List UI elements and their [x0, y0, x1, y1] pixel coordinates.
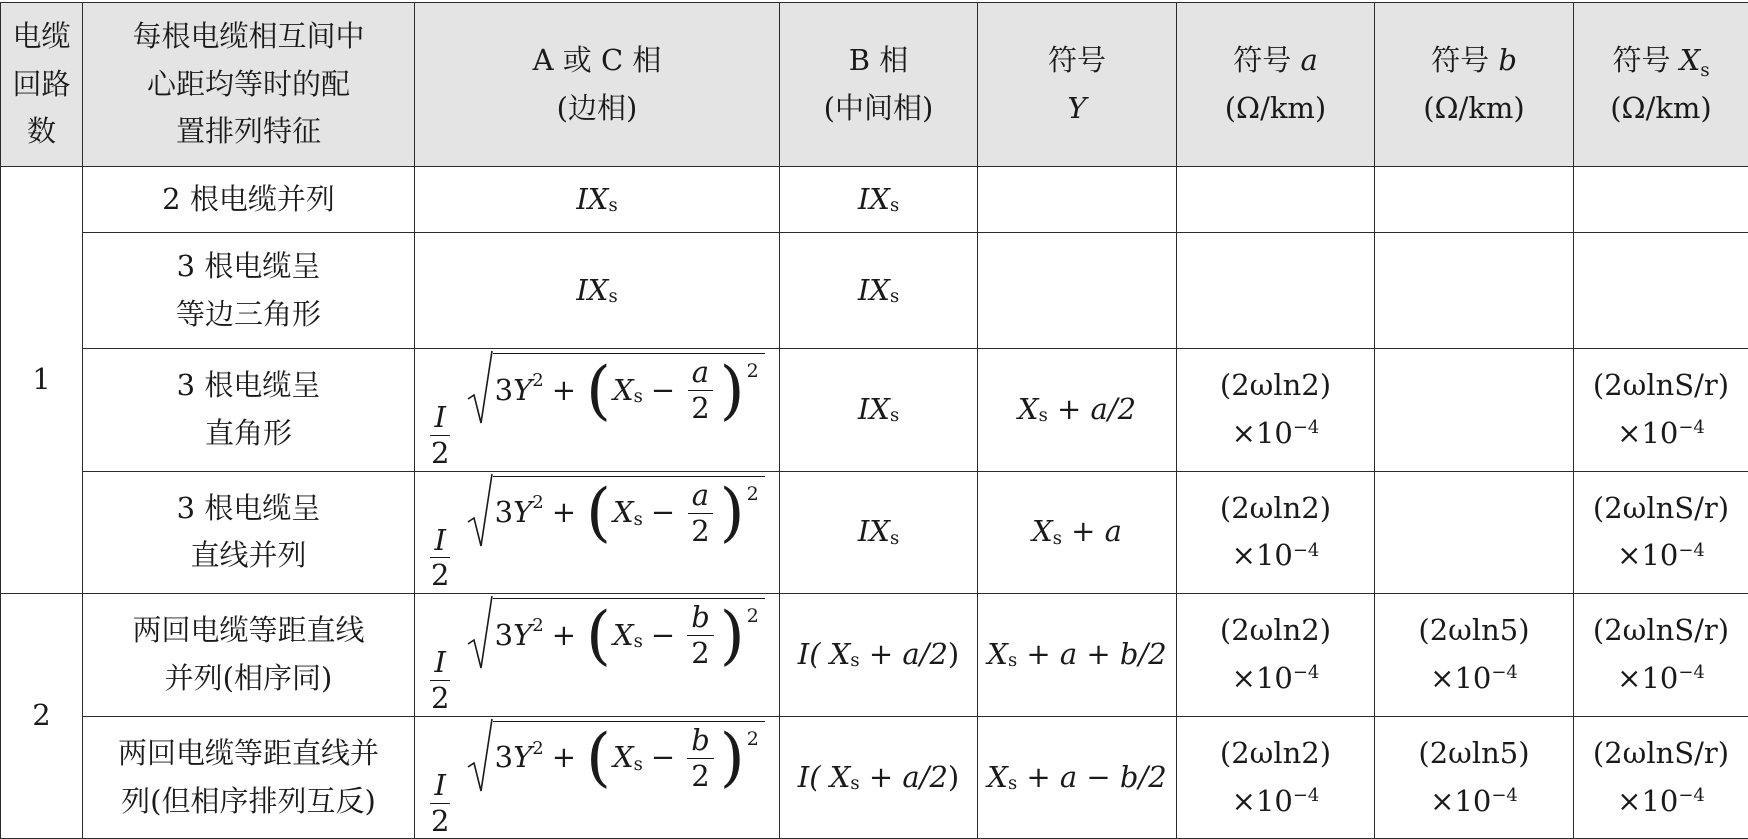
radical-sign-icon — [467, 594, 493, 672]
table-row — [1, 471, 1748, 594]
header-symbol-a — [1177, 3, 1375, 167]
phase-b-cell — [780, 349, 978, 472]
sqrt-formula-a: $\frac{I}{2}$ 3 Y 2 + ( X s − $\frac{a}{2}$ ) 2 — [415, 349, 779, 471]
header-row — [1, 3, 1748, 167]
symbol-xs-cell — [1574, 167, 1748, 233]
header-symbol-a-letter: a — [1300, 43, 1317, 77]
header-symbol-y — [978, 3, 1177, 167]
header-phase-b-line1: B 相 — [780, 37, 977, 85]
header-symbol-a-unit: (Ω/km) — [1177, 85, 1374, 133]
phase-b-cell — [780, 471, 978, 594]
symbol-xs-cell: (2ωlnS/r) $\times 10^{-4}$ — [1574, 349, 1748, 472]
header-symbol-y-line1: 符号 — [978, 37, 1176, 85]
header-symbol-xs-line1: 符号 $X_s$ — [1574, 37, 1748, 85]
symbol-a-cell: (2ωln2) $\times 10^{-4}$ — [1177, 349, 1375, 472]
symbol-b-cell — [1375, 233, 1574, 349]
header-symbol-xs — [1574, 3, 1748, 167]
header-arrangement-line1: 每根电缆相互间中 — [83, 13, 414, 61]
symbol-a-cell — [1177, 167, 1375, 233]
arrangement-cell: 3 根电缆呈 直线并列 — [83, 471, 415, 594]
symbol-b-cell: (2ωln5) $\times 10^{-4}$ — [1375, 716, 1574, 839]
ix-s-formula: IX s — [576, 176, 617, 224]
header-symbol-b-letter: b — [1498, 43, 1517, 77]
phase-ac-cell — [415, 716, 780, 839]
symbol-xs-cell: (2ωlnS/r) $\times 10^{-4}$ — [1574, 594, 1748, 717]
symbol-y-cell — [978, 167, 1177, 233]
symbol-b-cell — [1375, 167, 1574, 233]
phase-ac-cell — [415, 471, 780, 594]
symbol-a-cell: (2ωln2) $\times 10^{-4}$ — [1177, 471, 1375, 594]
ix-s-formula: IX s — [858, 267, 899, 315]
arrangement-cell: 3 根电缆呈 等边三角形 — [83, 233, 415, 349]
header-symbol-b — [1375, 3, 1574, 167]
table-row — [1, 716, 1748, 839]
arrangement-cell: 两回电缆等距直线 并列(相序同) — [83, 594, 415, 717]
header-phase-b — [780, 3, 978, 167]
arrangement-cell: 两回电缆等距直线并 列(但相序排列互反) — [83, 716, 415, 839]
header-phase-ac-line2: (边相) — [415, 85, 779, 133]
ix-s-formula: IX s — [858, 508, 899, 556]
radical-sign-icon — [467, 472, 493, 550]
header-loops-text: 电缆回路数 — [1, 13, 82, 157]
header-loops — [1, 3, 83, 167]
symbol-b-cell — [1375, 471, 1574, 594]
sqrt-formula-b: $\frac{I}{2}$ 3 Y 2 + ( X s − $\frac{b}{2}$ ) 2 — [415, 717, 779, 839]
cable-reactance-table — [0, 2, 1748, 839]
header-symbol-b-unit: (Ω/km) — [1375, 85, 1573, 133]
phase-ac-cell — [415, 349, 780, 472]
arrangement-cell: 2 根电缆并列 — [83, 167, 415, 233]
symbol-y-cell — [978, 233, 1177, 349]
symbol-xs-cell: (2ωlnS/r) $\times 10^{-4}$ — [1574, 471, 1748, 594]
phase-ac-cell — [415, 594, 780, 717]
header-phase-ac-line1: A 或 C 相 — [415, 37, 779, 85]
header-arrangement-line3: 置排列特征 — [83, 108, 414, 156]
phase-b-cell — [780, 167, 978, 233]
symbol-xs-cell: (2ωlnS/r) $\times 10^{-4}$ — [1574, 716, 1748, 839]
symbol-b-cell: (2ωln5) $\times 10^{-4}$ — [1375, 594, 1574, 717]
header-symbol-b-line1: 符号 b — [1375, 37, 1573, 85]
table-row — [1, 167, 1748, 233]
header-phase-ac — [415, 3, 780, 167]
sqrt-formula-a: $\frac{I}{2}$ 3 Y 2 + ( X s − $\frac{a}{2}$ ) 2 — [415, 472, 779, 594]
phase-ac-cell — [415, 233, 780, 349]
symbol-xs-cell — [1574, 233, 1748, 349]
arrangement-cell: 3 根电缆呈 直角形 — [83, 349, 415, 472]
ix-s-formula: IX s — [576, 267, 617, 315]
ix-s-formula: IX s — [858, 176, 899, 224]
header-phase-b-line2: (中间相) — [780, 85, 977, 133]
symbol-y-cell: X s + a − b/2 — [978, 716, 1177, 839]
symbol-a-cell: (2ωln2) $\times 10^{-4}$ — [1177, 716, 1375, 839]
symbol-a-cell: (2ωln2) $\times 10^{-4}$ — [1177, 594, 1375, 717]
ix-s-formula: IX s — [858, 386, 899, 434]
header-symbol-y-line2: Y — [978, 85, 1176, 133]
symbol-a-cell — [1177, 233, 1375, 349]
header-arrangement-line2: 心距均等时的配 — [83, 61, 414, 109]
symbol-b-cell — [1375, 349, 1574, 472]
loops-cell-1: 1 — [1, 167, 83, 594]
symbol-y-cell: X s + a/2 — [978, 349, 1177, 472]
phase-b-cell: I( X s + a/2 ) — [780, 716, 978, 839]
phase-b-cell: I( X s + a/2 ) — [780, 594, 978, 717]
loops-cell-2: 2 — [1, 594, 83, 839]
table-row — [1, 594, 1748, 717]
header-symbol-xs-unit: (Ω/km) — [1574, 85, 1748, 133]
header-symbol-xs-letter: X — [1680, 43, 1701, 77]
header-symbol-xs-sub: s — [1700, 60, 1709, 81]
phase-ac-cell — [415, 167, 780, 233]
table-row — [1, 233, 1748, 349]
table-row — [1, 349, 1748, 472]
radical-sign-icon — [467, 349, 493, 427]
header-arrangement — [83, 3, 415, 167]
symbol-y-cell: X s + a — [978, 471, 1177, 594]
phase-b-cell — [780, 233, 978, 349]
header-symbol-a-line1: 符号 a — [1177, 37, 1374, 85]
radical-sign-icon — [467, 717, 493, 795]
sqrt-formula-b: $\frac{I}{2}$ 3 Y 2 + ( X s − $\frac{b}{2}$ ) 2 — [415, 594, 779, 716]
symbol-y-cell: X s + a + b/2 — [978, 594, 1177, 717]
